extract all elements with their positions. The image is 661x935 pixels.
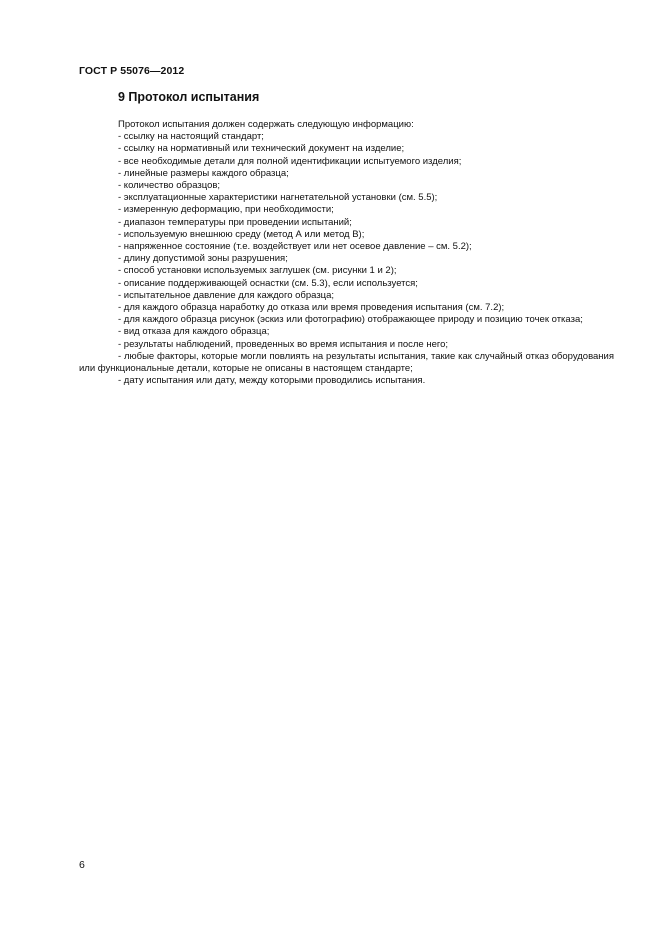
list-item: - линейные размеры каждого образца; bbox=[118, 167, 289, 179]
list-item: - испытательное давление для каждого образца; bbox=[118, 289, 335, 301]
intro-paragraph: Протокол испытания должен содержать следующую информацию: bbox=[118, 119, 414, 130]
list-item: - вид отказа для каждого образца; bbox=[118, 326, 270, 338]
list-item: - ссылку на настоящий стандарт; bbox=[118, 131, 264, 143]
list-item: - дату испытания или дату, между которыми проводились испытания. bbox=[118, 375, 426, 387]
list-item: - для каждого образца наработку до отказа или время проведения испытания (см. 7.2); bbox=[118, 302, 505, 314]
list-item: - ссылку на нормативный или технический документ на изделие; bbox=[118, 143, 405, 155]
document-code: ГОСТ Р 55076—2012 bbox=[79, 65, 185, 77]
list-item: - любые факторы, которые могли повлиять на результаты испытания, такие как случайный отказ оборудования или функциональные детали, которые не описаны в настоящем стандарте; bbox=[79, 350, 614, 375]
list-item: - результаты наблюдений, проведенных во время испытания и после него; bbox=[118, 338, 449, 350]
protocol-content bbox=[79, 119, 614, 387]
list-item: - количество образцов; bbox=[118, 180, 221, 192]
list-item: - измеренную деформацию, при необходимости; bbox=[118, 204, 334, 216]
list-item: - напряженное состояние (т.е. воздействует или нет осевое давление – см. 5.2); bbox=[118, 241, 472, 253]
list-item: - используемую внешнюю среду (метод А или метод В); bbox=[118, 228, 365, 240]
list-item: - эксплуатационные характеристики нагнетательной установки (см. 5.5); bbox=[118, 192, 438, 204]
page-number: 6 bbox=[79, 859, 85, 871]
list-item: - длину допустимой зоны разрушения; bbox=[118, 253, 288, 265]
list-item: - все необходимые детали для полной идентификации испытуемого изделия; bbox=[118, 155, 462, 167]
list-item: - для каждого образца рисунок (эскиз или фотографию) отображающее природу и позицию точек отказа; bbox=[118, 314, 583, 326]
list-item: - описание поддерживающей оснастки (см. 5.3), если используется; bbox=[118, 277, 418, 289]
list-item: - способ установки используемых заглушек (см. рисунки 1 и 2); bbox=[118, 265, 397, 277]
list-item: - диапазон температуры при проведении испытаний; bbox=[118, 216, 352, 228]
section-title: 9 Протокол испытания bbox=[118, 90, 260, 104]
